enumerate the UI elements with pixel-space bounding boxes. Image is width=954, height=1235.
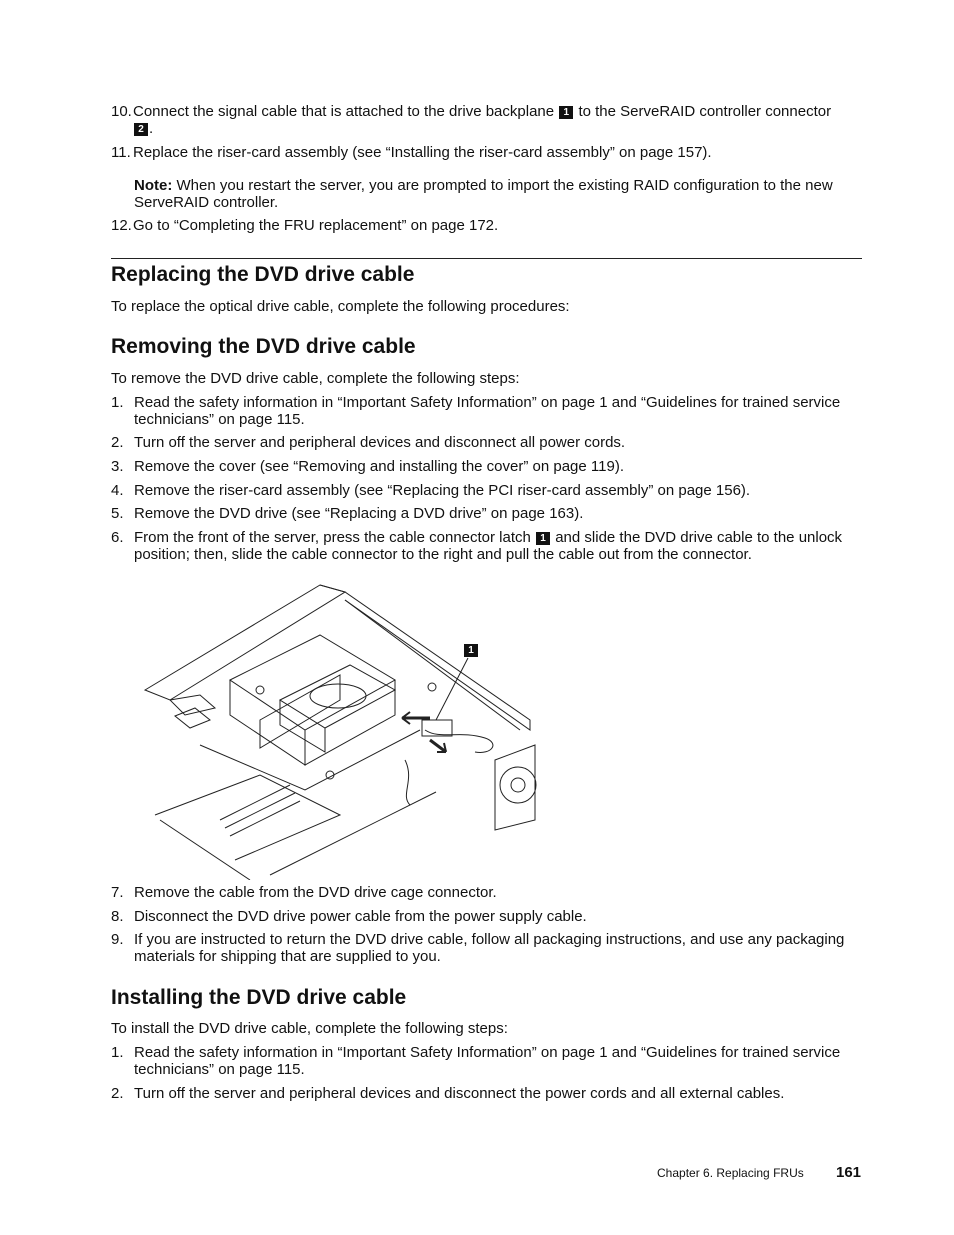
heading-installing: Installing the DVD drive cable [111, 986, 407, 1009]
step-text: If you are instructed to return the DVD drive cable, follow all packaging instructions, and use any packaging materials for shipping that are supplied to you. [134, 931, 845, 965]
leader-bottom [270, 792, 436, 875]
fan-hub [511, 778, 525, 792]
note-label: Note: [134, 177, 173, 194]
step-number: 7. [111, 884, 124, 901]
step-text: Read the safety information in “Important Safety Information” on page 1 and “Guidelines for trained service technicians” on page 115. [134, 1044, 841, 1078]
drive-cage [230, 635, 395, 730]
step-text: Remove the riser-card assembly (see “Replacing the PCI riser-card assembly” on page 156). [134, 482, 751, 499]
intro-installing: To install the DVD drive cable, complete the following steps: [111, 1020, 508, 1037]
chassis-side-wall [320, 585, 530, 730]
step-text [134, 529, 862, 563]
step-number: 4. [111, 482, 124, 499]
step-text: Turn off the server and peripheral devices and disconnect all power cords. [134, 434, 626, 451]
step-text: Remove the cable from the DVD drive cage connector. [134, 884, 497, 901]
step-text: Replace the riser-card assembly (see “Installing the riser-card assembly” on page 157). [133, 144, 712, 161]
step-number: 1. [111, 1044, 124, 1061]
dvd-cable [425, 730, 493, 752]
page-number: 161 [836, 1164, 862, 1181]
step-number: 10. [111, 103, 132, 120]
step-number: 3. [111, 458, 124, 475]
step-text-part: to the ServeRAID controller connector [578, 103, 832, 120]
heatsink-fins [220, 785, 300, 836]
board-edge-lower [155, 775, 340, 860]
step-number: 9. [111, 931, 124, 948]
step-text: Go to “Completing the FRU replacement” on page 172. [133, 217, 499, 234]
dvd-drive [280, 665, 395, 728]
step-text-part: . [149, 120, 154, 137]
step-text [133, 103, 861, 137]
intro-removing: To remove the DVD drive cable, complete the following steps: [111, 370, 520, 387]
step-number: 11. [111, 144, 131, 161]
step-number: 2. [111, 1085, 124, 1102]
fan-bracket [495, 745, 535, 830]
screw-2 [428, 683, 436, 691]
step-number: 1. [111, 394, 124, 411]
callout-badge: 1 [536, 532, 550, 545]
step-number: 2. [111, 434, 124, 451]
step-number: 8. [111, 908, 124, 925]
chassis-floor-line [345, 600, 520, 730]
dvd-cable-lower [405, 760, 410, 805]
step-text: Turn off the server and peripheral devices and disconnect the power cords and all external cables. [134, 1085, 785, 1102]
footer-chapter: Chapter 6. Replacing FRUs [657, 1166, 804, 1180]
screw-1 [256, 686, 264, 694]
heading-removing: Removing the DVD drive cable [111, 335, 416, 358]
chassis-front-edge [170, 695, 215, 715]
step-text: Disconnect the DVD drive power cable from the power supply cable. [134, 908, 587, 925]
step-number: 6. [111, 529, 124, 546]
step-number: 12. [111, 217, 132, 234]
step-number: 5. [111, 505, 124, 522]
note-text: When you restart the server, you are prompted to import the existing RAID configuration to the new ServeRAID controller. [134, 177, 833, 211]
section-divider [111, 258, 862, 259]
note-text-wrap [134, 177, 862, 211]
step-text: Remove the DVD drive (see “Replacing a DVD drive” on page 163). [134, 505, 584, 522]
fan-housing [500, 767, 536, 803]
step-text: Read the safety information in “Important Safety Information” on page 1 and “Guidelines for trained service technicians” on page 115. [134, 394, 841, 428]
heading-replacing: Replacing the DVD drive cable [111, 263, 415, 286]
board-edge [200, 730, 420, 790]
callout-badge: 1 [559, 106, 573, 119]
callout-badge: 2 [134, 123, 148, 136]
intro-replacing: To replace the optical drive cable, complete the following procedures: [111, 298, 570, 315]
dvd-cable-removal-illustration [140, 580, 540, 880]
step-text-part: and slide the DVD drive cable to the unlock position; then, slide the cable connector to the right and pull the cable out from the connector. [134, 529, 843, 563]
step-text-part: Connect the signal cable that is attached to the drive backplane [133, 103, 555, 120]
step-text-part: From the front of the server, press the cable connector latch [134, 529, 531, 546]
step-text: Remove the cover (see “Removing and installing the cover” on page 119). [134, 458, 624, 475]
figure-callout-badge: 1 [464, 644, 478, 657]
dvd-drive-side [280, 700, 325, 752]
board-front [160, 820, 250, 880]
connector-latch [422, 720, 452, 736]
arrow-right [430, 740, 446, 752]
rail-slot [175, 708, 210, 728]
